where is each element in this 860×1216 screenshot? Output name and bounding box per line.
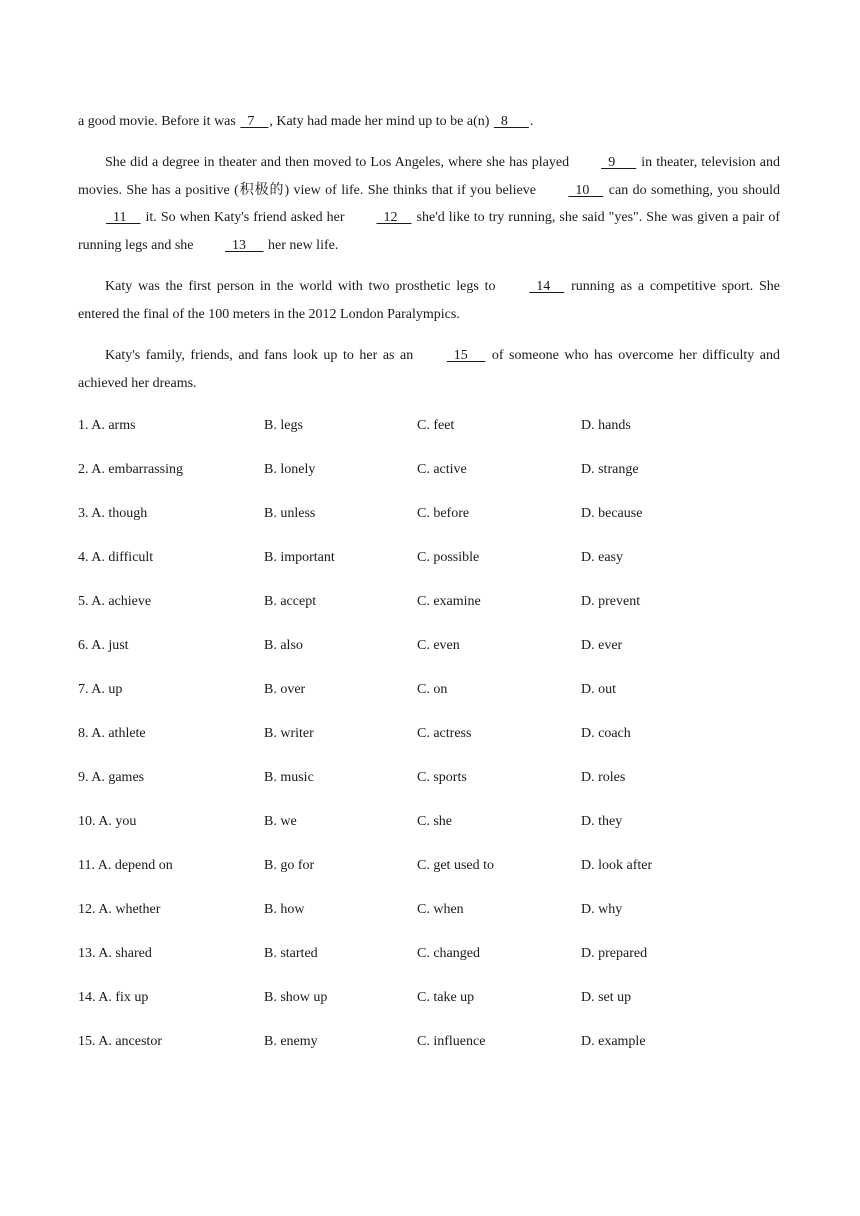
option-d: D. roles bbox=[581, 770, 626, 785]
option-a: 12. A. whether bbox=[78, 902, 161, 917]
blank-8: 8 bbox=[493, 114, 529, 129]
passage-paragraph-2 bbox=[78, 149, 780, 259]
option-d: D. coach bbox=[581, 726, 631, 741]
option-d: D. because bbox=[581, 506, 643, 521]
option-b: B. accept bbox=[264, 594, 317, 609]
text: it. So when Katy's friend asked her bbox=[141, 210, 349, 225]
option-a: 7. A. up bbox=[78, 682, 123, 697]
blank-15: 15 bbox=[446, 348, 486, 363]
text: she'd like to try running, she said "yes". She was given a pair of running legs and she bbox=[78, 210, 780, 253]
question-row-13 bbox=[0, 946, 860, 966]
text: a good movie. Before it was bbox=[78, 114, 240, 129]
option-d: D. out bbox=[581, 682, 616, 697]
question-row-6 bbox=[0, 638, 860, 658]
option-b: B. lonely bbox=[264, 462, 316, 477]
passage-paragraph-1 bbox=[78, 108, 780, 136]
question-row-14 bbox=[0, 990, 860, 1010]
blank-11: 11 bbox=[106, 210, 141, 225]
option-c: C. examine bbox=[417, 594, 481, 609]
question-row-10 bbox=[0, 814, 860, 834]
option-c: C. when bbox=[417, 902, 464, 917]
option-b: B. writer bbox=[264, 726, 314, 741]
option-c: C. get used to bbox=[417, 858, 494, 873]
text: Katy's family, friends, and fans look up to her as an bbox=[105, 348, 419, 363]
text: can do something, you should bbox=[604, 182, 780, 198]
option-b: B. how bbox=[264, 902, 305, 917]
option-b: B. important bbox=[264, 550, 335, 565]
option-a: 10. A. you bbox=[78, 814, 137, 829]
option-b: B. legs bbox=[264, 418, 303, 433]
blank-7: 7 bbox=[240, 114, 269, 129]
option-b: B. over bbox=[264, 682, 306, 697]
question-row-11 bbox=[0, 858, 860, 878]
option-d: D. example bbox=[581, 1034, 646, 1049]
text: in theater, television and movies. She has a positive (积极的) view of life. She thinks that if you believe bbox=[78, 155, 781, 198]
option-c: C. on bbox=[417, 682, 448, 697]
text: Katy was the first person in the world with two prosthetic legs to bbox=[105, 279, 502, 294]
option-a: 5. A. achieve bbox=[78, 594, 152, 609]
option-c: C. possible bbox=[417, 550, 480, 565]
option-b: B. enemy bbox=[264, 1034, 318, 1049]
option-d: D. set up bbox=[581, 990, 632, 1005]
option-d: D. why bbox=[581, 902, 623, 917]
option-d: D. easy bbox=[581, 550, 623, 565]
option-c: C. she bbox=[417, 814, 452, 829]
option-d: D. prepared bbox=[581, 946, 648, 961]
option-b: B. music bbox=[264, 770, 314, 785]
option-b: B. show up bbox=[264, 990, 328, 1005]
option-a: 3. A. though bbox=[78, 506, 148, 521]
question-row-12 bbox=[0, 902, 860, 922]
passage-paragraph-4 bbox=[78, 342, 780, 397]
option-b: B. started bbox=[264, 946, 318, 961]
option-d: D. look after bbox=[581, 858, 653, 873]
option-a: 14. A. fix up bbox=[78, 990, 149, 1005]
option-a: 8. A. athlete bbox=[78, 726, 146, 741]
option-d: D. prevent bbox=[581, 594, 641, 609]
option-d: D. ever bbox=[581, 638, 623, 653]
option-c: C. feet bbox=[417, 418, 455, 433]
option-a: 11. A. depend on bbox=[78, 858, 173, 873]
option-a: 13. A. shared bbox=[78, 946, 152, 961]
option-d: D. hands bbox=[581, 418, 631, 433]
question-row-2 bbox=[0, 462, 860, 482]
option-c: C. changed bbox=[417, 946, 480, 961]
blank-13: 13 bbox=[224, 237, 264, 253]
text: She did a degree in theater and then moved to Los Angeles, where she has played bbox=[105, 155, 574, 170]
text: her new life. bbox=[264, 237, 339, 253]
option-c: C. take up bbox=[417, 990, 475, 1005]
blank-9: 9 bbox=[601, 155, 637, 170]
option-a: 1. A. arms bbox=[78, 418, 136, 433]
question-row-9 bbox=[0, 770, 860, 790]
option-b: B. also bbox=[264, 638, 303, 653]
option-c: C. even bbox=[417, 638, 460, 653]
option-c: C. influence bbox=[417, 1034, 486, 1049]
option-c: C. actress bbox=[417, 726, 472, 741]
text: . bbox=[529, 114, 534, 129]
option-b: B. we bbox=[264, 814, 297, 829]
blank-10: 10 bbox=[568, 182, 604, 198]
option-c: C. before bbox=[417, 506, 470, 521]
text: , Katy had made her mind up to be a(n) bbox=[269, 114, 493, 129]
question-row-7 bbox=[0, 682, 860, 702]
option-d: D. they bbox=[581, 814, 623, 829]
text: running as a competitive sport. She entered the final of the 100 meters in the 2012 London Paralympics. bbox=[78, 279, 780, 322]
question-row-4 bbox=[0, 550, 860, 570]
question-row-1 bbox=[0, 418, 860, 438]
option-d: D. strange bbox=[581, 462, 639, 477]
option-b: B. unless bbox=[264, 506, 316, 521]
question-row-5 bbox=[0, 594, 860, 614]
text: of someone who has overcome her difficulty and achieved her dreams. bbox=[78, 348, 781, 391]
blank-12: 12 bbox=[376, 210, 412, 225]
option-a: 9. A. games bbox=[78, 770, 145, 785]
option-a: 6. A. just bbox=[78, 638, 129, 653]
passage-paragraph-3 bbox=[78, 273, 780, 328]
option-c: C. sports bbox=[417, 770, 467, 785]
option-c: C. active bbox=[417, 462, 467, 477]
question-row-15 bbox=[0, 1034, 860, 1054]
blank-14: 14 bbox=[529, 279, 565, 294]
option-a: 15. A. ancestor bbox=[78, 1034, 162, 1049]
question-row-8 bbox=[0, 726, 860, 746]
option-b: B. go for bbox=[264, 858, 315, 873]
option-a: 2. A. embarrassing bbox=[78, 462, 183, 477]
option-a: 4. A. difficult bbox=[78, 550, 154, 565]
question-row-3 bbox=[0, 506, 860, 526]
